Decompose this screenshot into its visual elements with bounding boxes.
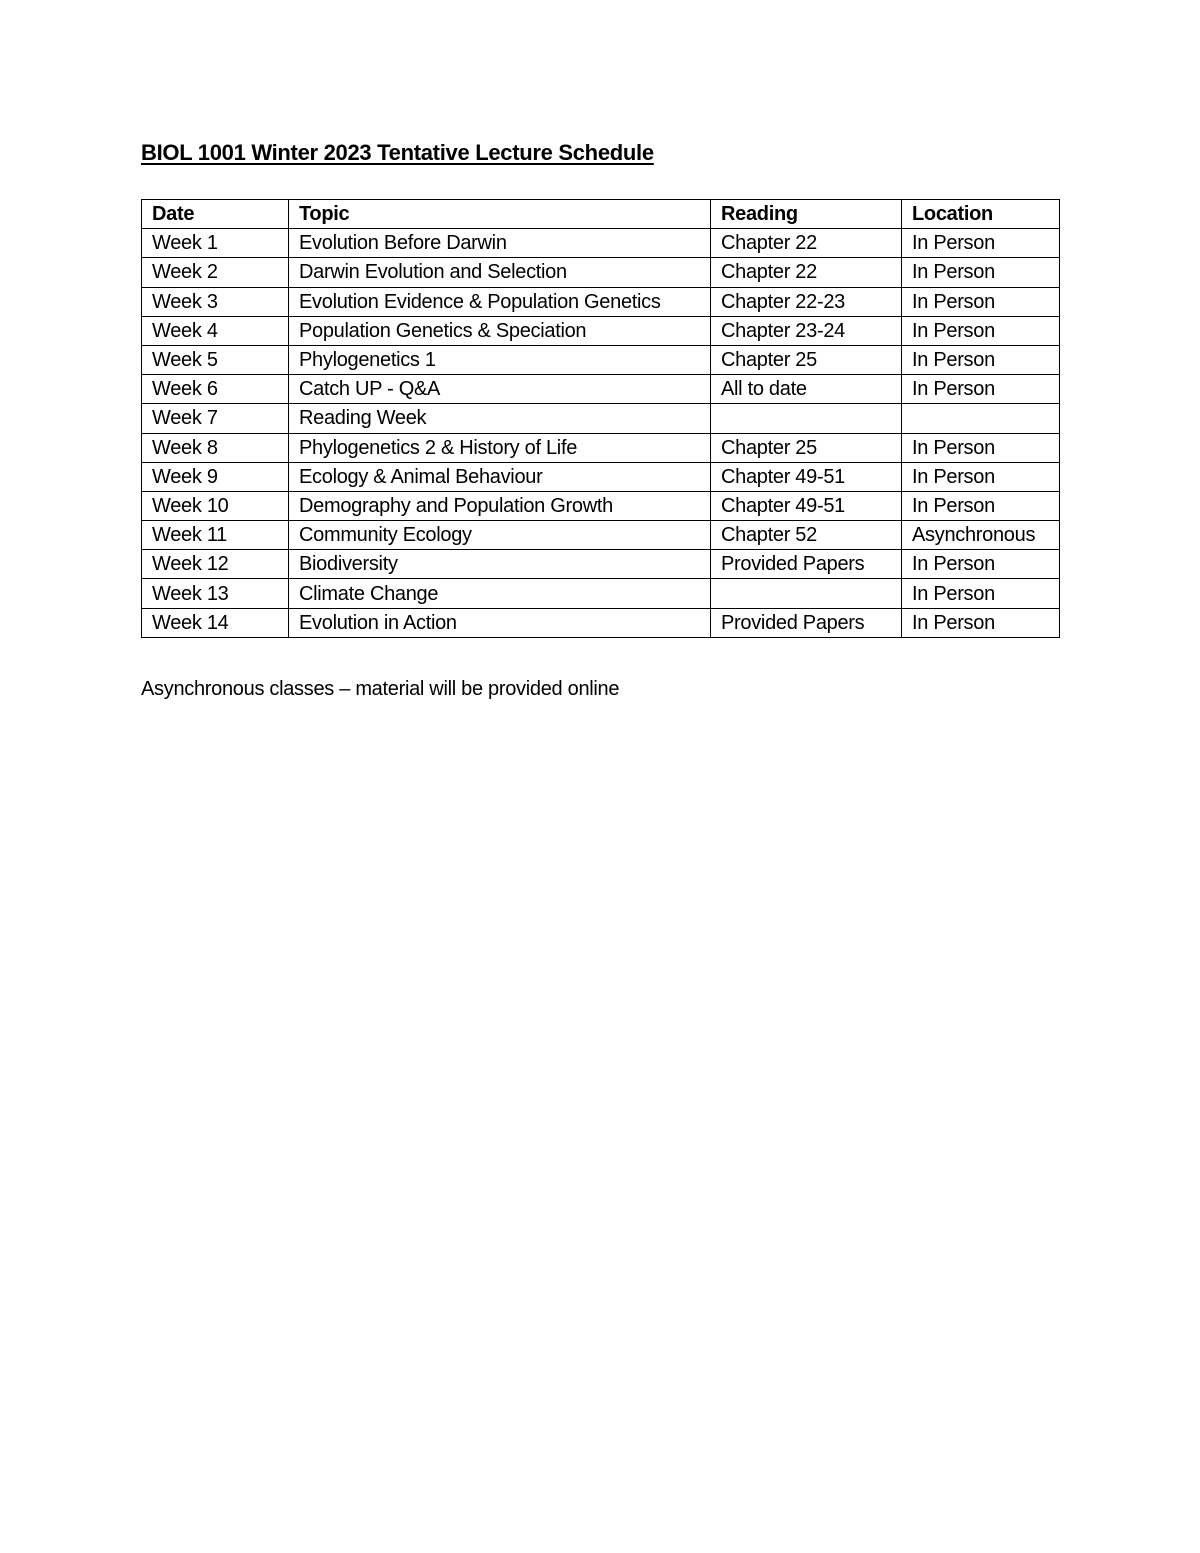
table-row: [142, 258, 1060, 287]
table-row: [142, 521, 1060, 550]
cell-topic: Catch UP - Q&A: [289, 375, 711, 404]
cell-location: In Person: [902, 433, 1060, 462]
cell-reading: Chapter 49-51: [711, 462, 902, 491]
cell-location: In Person: [902, 462, 1060, 491]
table-row: [142, 345, 1060, 374]
cell-reading: Chapter 25: [711, 345, 902, 374]
cell-date: Week 9: [142, 462, 289, 491]
header-reading: Reading: [711, 200, 902, 229]
cell-topic: Darwin Evolution and Selection: [289, 258, 711, 287]
cell-topic: Population Genetics & Speciation: [289, 316, 711, 345]
cell-location: In Person: [902, 229, 1060, 258]
table-row: [142, 579, 1060, 608]
cell-reading: All to date: [711, 375, 902, 404]
cell-location: In Person: [902, 579, 1060, 608]
cell-reading: Chapter 49-51: [711, 491, 902, 520]
header-topic: Topic: [289, 200, 711, 229]
table-row: [142, 550, 1060, 579]
lecture-schedule-table: [141, 199, 1060, 638]
cell-topic: Reading Week: [289, 404, 711, 433]
cell-reading: Chapter 22-23: [711, 287, 902, 316]
cell-reading: Provided Papers: [711, 608, 902, 637]
cell-date: Week 2: [142, 258, 289, 287]
cell-location: In Person: [902, 287, 1060, 316]
cell-date: Week 3: [142, 287, 289, 316]
cell-date: Week 4: [142, 316, 289, 345]
table-row: [142, 608, 1060, 637]
cell-reading: [711, 579, 902, 608]
cell-topic: Evolution in Action: [289, 608, 711, 637]
table-row: [142, 491, 1060, 520]
table-row: [142, 462, 1060, 491]
cell-topic: Evolution Before Darwin: [289, 229, 711, 258]
cell-reading: Chapter 23-24: [711, 316, 902, 345]
page-title: BIOL 1001 Winter 2023 Tentative Lecture Schedule: [141, 140, 654, 165]
table-row: [142, 404, 1060, 433]
cell-location: In Person: [902, 608, 1060, 637]
cell-date: Week 13: [142, 579, 289, 608]
cell-topic: Evolution Evidence & Population Genetics: [289, 287, 711, 316]
table-row: [142, 375, 1060, 404]
cell-reading: Provided Papers: [711, 550, 902, 579]
cell-location: In Person: [902, 550, 1060, 579]
footnote: Asynchronous classes – material will be provided online: [141, 678, 620, 700]
cell-date: Week 12: [142, 550, 289, 579]
cell-reading: [711, 404, 902, 433]
cell-topic: Demography and Population Growth: [289, 491, 711, 520]
cell-date: Week 5: [142, 345, 289, 374]
table-header-row: [142, 200, 1060, 229]
cell-reading: Chapter 22: [711, 258, 902, 287]
cell-date: Week 14: [142, 608, 289, 637]
table-row: [142, 316, 1060, 345]
cell-reading: Chapter 22: [711, 229, 902, 258]
cell-location: In Person: [902, 491, 1060, 520]
header-date: Date: [142, 200, 289, 229]
cell-topic: Biodiversity: [289, 550, 711, 579]
cell-location: In Person: [902, 375, 1060, 404]
cell-location: In Person: [902, 316, 1060, 345]
cell-date: Week 8: [142, 433, 289, 462]
cell-location: In Person: [902, 345, 1060, 374]
cell-location: Asynchronous: [902, 521, 1060, 550]
cell-date: Week 1: [142, 229, 289, 258]
cell-reading: Chapter 52: [711, 521, 902, 550]
table-row: [142, 433, 1060, 462]
cell-date: Week 10: [142, 491, 289, 520]
cell-location: In Person: [902, 258, 1060, 287]
cell-date: Week 6: [142, 375, 289, 404]
cell-reading: Chapter 25: [711, 433, 902, 462]
cell-location: [902, 404, 1060, 433]
cell-date: Week 7: [142, 404, 289, 433]
cell-topic: Phylogenetics 2 & History of Life: [289, 433, 711, 462]
table-row: [142, 287, 1060, 316]
cell-topic: Ecology & Animal Behaviour: [289, 462, 711, 491]
table-row: [142, 229, 1060, 258]
cell-topic: Phylogenetics 1: [289, 345, 711, 374]
cell-topic: Community Ecology: [289, 521, 711, 550]
cell-date: Week 11: [142, 521, 289, 550]
cell-topic: Climate Change: [289, 579, 711, 608]
header-location: Location: [902, 200, 1060, 229]
